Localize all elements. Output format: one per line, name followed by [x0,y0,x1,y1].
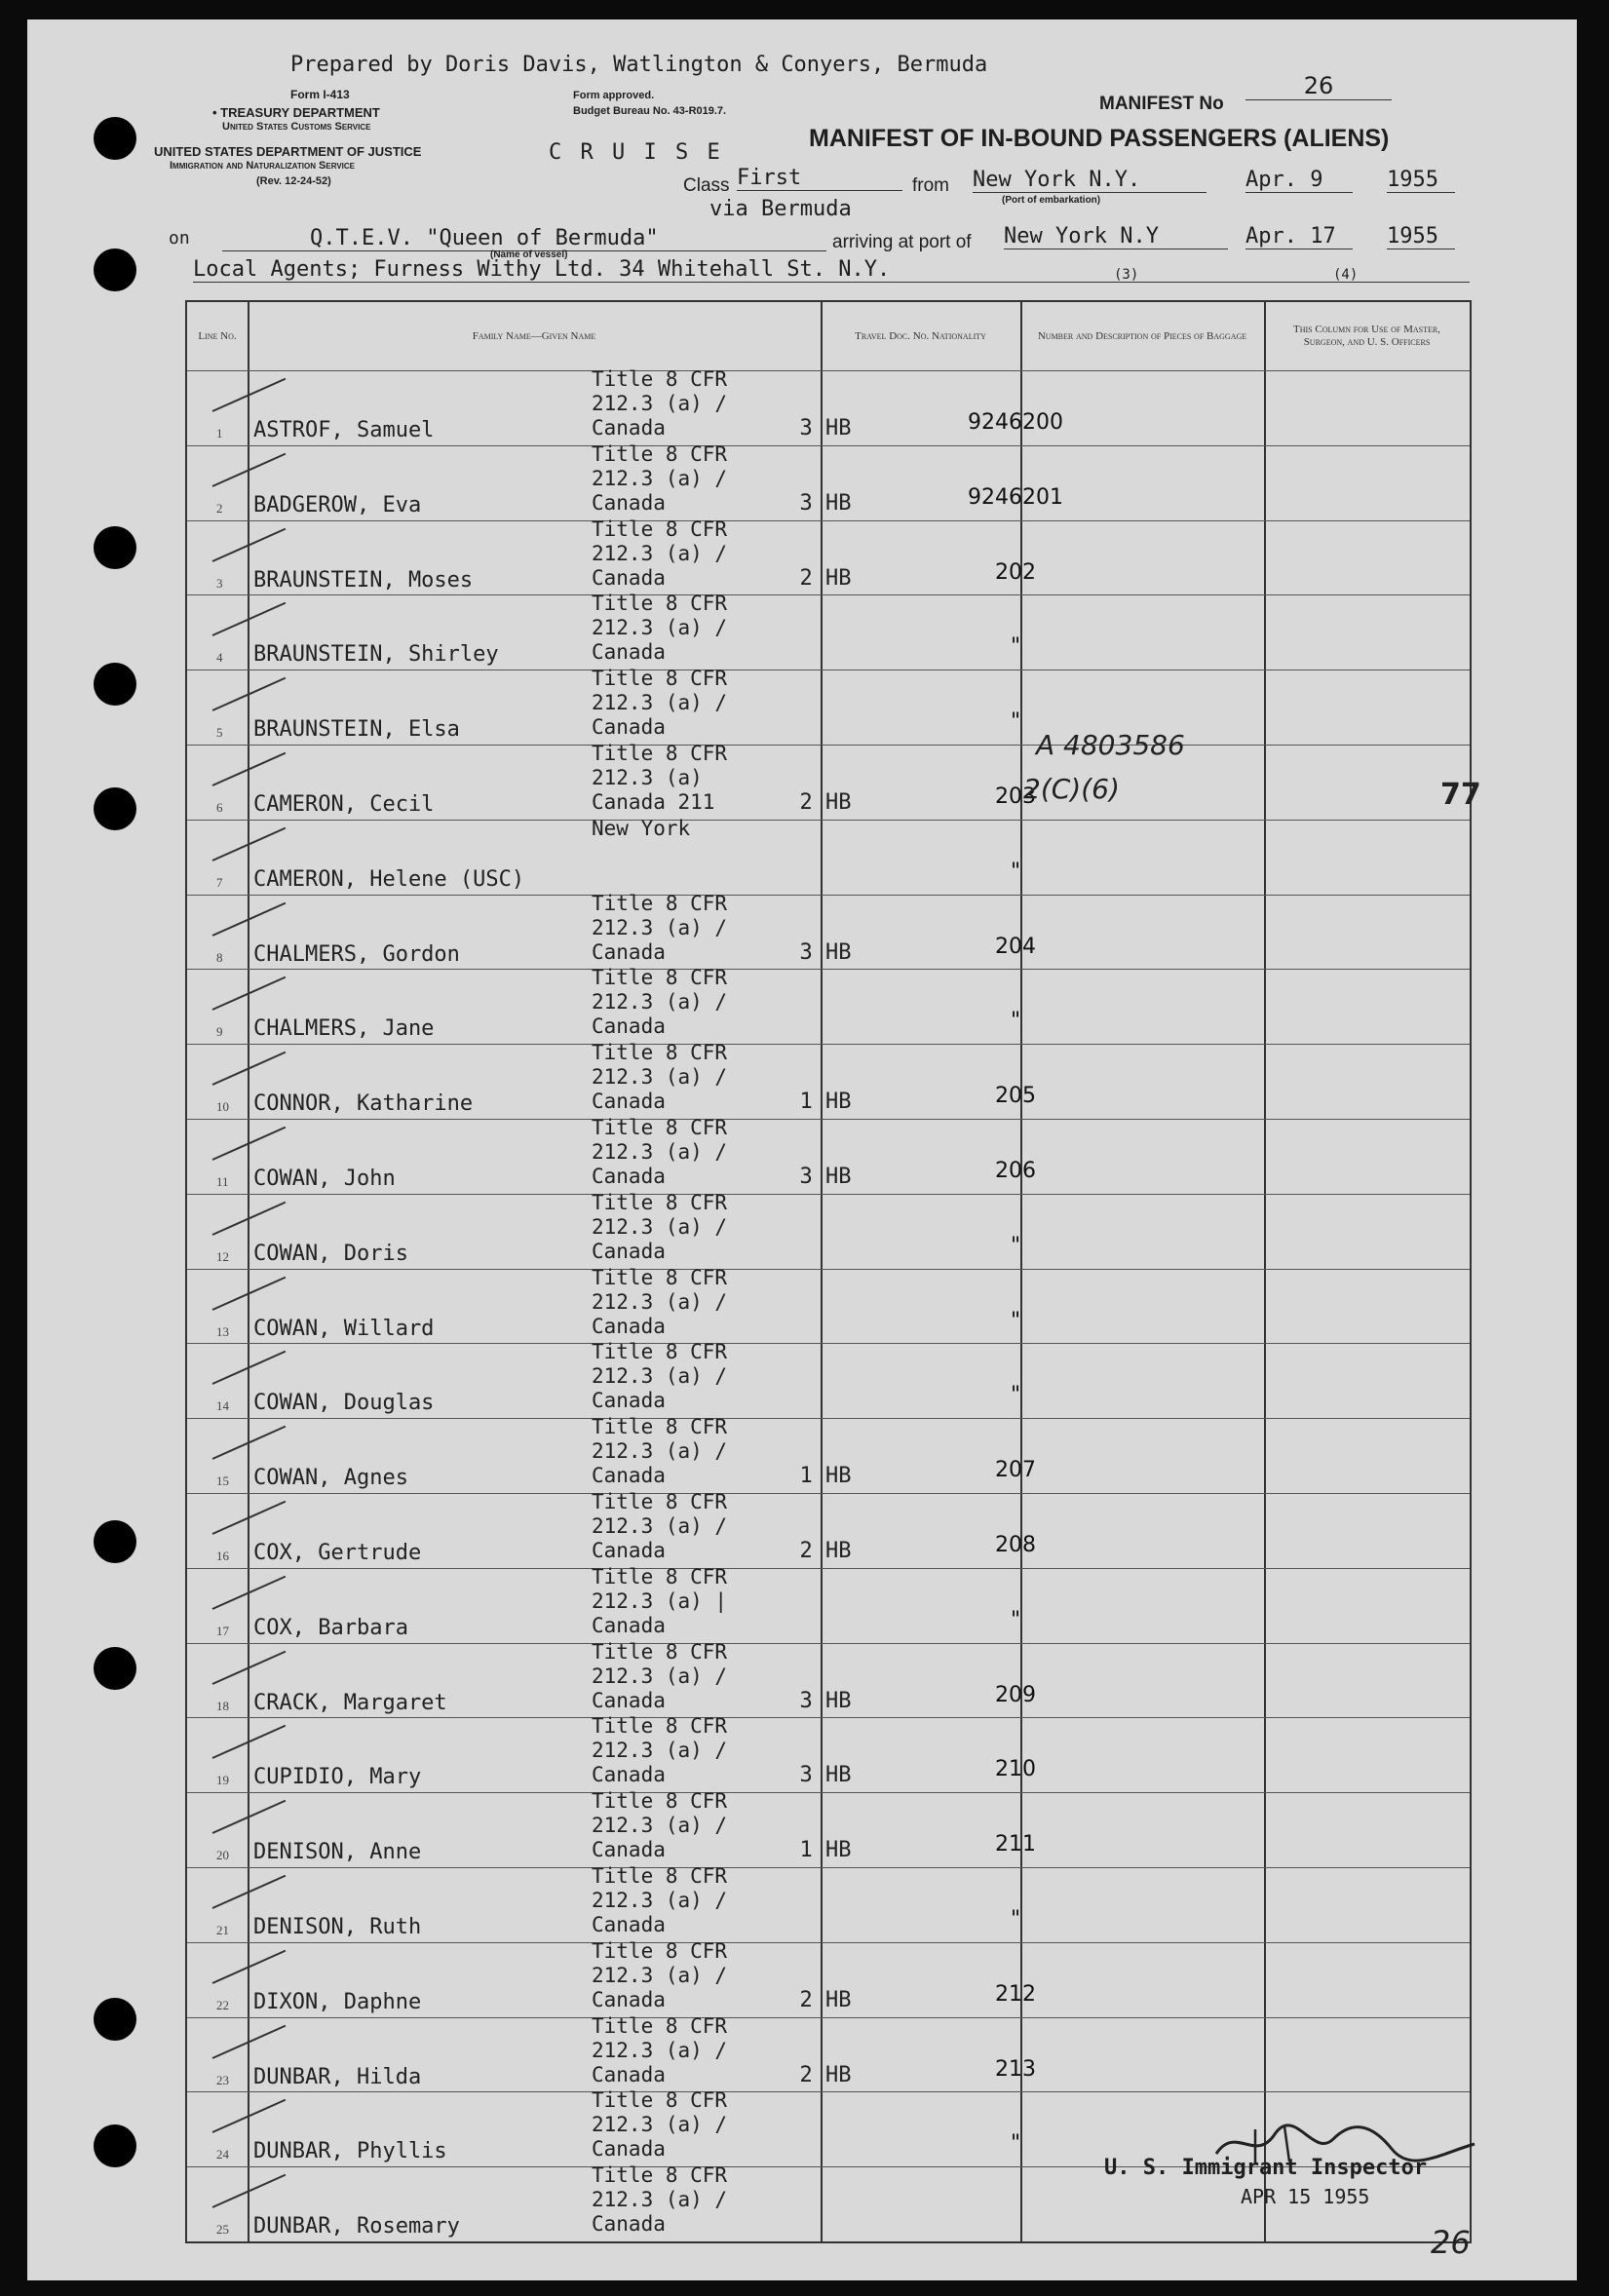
punch-hole [94,1647,136,1690]
table-row [187,517,1470,596]
travel-doc-line: Title 8 CFR [592,441,728,466]
footnote-4: (4) [1333,267,1359,283]
travel-doc-line: Title 8 CFR [592,1938,728,1963]
table-row [187,1340,1470,1419]
passenger-name: CHALMERS, Gordon [253,941,460,967]
officer-number: 204 [995,934,1036,959]
line-number: 9 [216,1024,223,1040]
travel-doc-line: Title 8 CFR [592,1190,728,1214]
passenger-name: BRAUNSTEIN, Moses [253,567,474,593]
passenger-name: DIXON, Daphne [253,1989,422,2014]
travel-doc-line: 212.3 (a) / [592,541,728,565]
form-number: Form I-413 [290,88,350,101]
passenger-name: CAMERON, Helene (USC) [253,866,525,892]
nationality: Canada [592,939,666,964]
col-header-name: Family Name—Given Name [472,329,596,342]
travel-doc [592,592,727,665]
officer-number: " [1010,1607,1021,1632]
travel-doc [592,1490,727,1563]
passenger-name: DUNBAR, Hilda [253,2064,422,2089]
officer-number: 213 [995,2056,1036,2082]
travel-doc-line: 212.3 (a) / [592,1664,728,1688]
nationality: Canada [592,1014,666,1039]
passenger-name: COWAN, John [253,1167,396,1191]
line-number: 19 [216,1773,229,1788]
line-number: 14 [216,1398,229,1414]
preparer-line: Prepared by Doris Davis, Watlington & Conyers, Bermuda [290,53,988,77]
travel-doc [592,1640,727,1713]
line-number: 12 [216,1248,229,1264]
passenger-name: DUNBAR, Rosemary [253,2214,460,2239]
inspection-stamp-date: APR 15 1955 [1241,2185,1370,2208]
table-row [187,1938,1470,2018]
check-mark [212,1127,287,1161]
travel-doc [592,367,727,440]
arrival-year: 1955 [1387,224,1455,249]
travel-doc [592,442,727,516]
travel-doc [592,1116,727,1189]
nationality: Canada [592,2137,666,2162]
check-mark [212,1351,287,1385]
nationality: Canada [592,1539,666,1562]
officer-number: " [1010,1383,1021,1408]
travel-doc [592,742,727,815]
line-number: 3 [216,575,223,591]
passenger-name: CAMERON, Cecil [253,792,435,817]
class-value: First [737,166,902,191]
cruise-label: C R U I S E [549,140,723,165]
nationality: Canada [592,1688,666,1712]
travel-doc-line: 212.3 (a) / [592,2113,728,2137]
nationality: Canada [592,1239,666,1263]
check-mark [212,1650,287,1684]
travel-doc [592,1415,727,1488]
travel-doc-line: Title 8 CFR [592,1041,728,1065]
officer-number: " [1010,1308,1021,1333]
table-row [187,816,1470,896]
officer-number: " [1010,634,1021,660]
nationality: Canada [592,490,666,515]
travel-doc-line: 212.3 (a) / [592,1364,728,1389]
page-number: 26 [1431,2224,1471,2261]
travel-doc [592,1340,727,1413]
table-row [187,594,1470,670]
travel-doc [592,1789,727,1862]
departure-year: 1955 [1387,168,1455,193]
nationality: Canada [592,1464,666,1488]
table-row [187,367,1470,446]
travel-doc-line: Title 8 CFR [592,891,728,915]
travel-doc-line: Title 8 CFR [592,667,728,691]
table-row [187,441,1470,521]
passenger-name: CONNOR, Katharine [253,1091,474,1117]
travel-doc-line: 212.3 (a) / [592,392,728,415]
travel-doc-line: 212.3 (a) / [592,1439,728,1464]
travel-doc-line: Title 8 CFR [592,517,728,541]
line-number: 11 [216,1174,229,1189]
travel-doc [592,892,727,965]
punch-hole [94,663,136,706]
col-header-line: Line No. [198,329,237,342]
check-mark [212,2099,287,2133]
check-mark [212,453,287,487]
departure-date: Apr. 9 [1245,168,1353,193]
vessel-name: Q.T.E.V. "Queen of Bermuda" [222,226,826,251]
nationality: Canada [592,1090,666,1114]
table-row [187,2013,1470,2093]
nationality: Canada [592,1763,666,1787]
nationality: Canada [592,715,666,740]
passenger-name: COWAN, Doris [253,1241,408,1266]
baggage-count: 3 HB [799,939,852,965]
arrival-date: Apr. 17 [1245,224,1353,249]
line-number: 18 [216,1698,229,1713]
arriving-label: arriving at port of [832,232,972,252]
check-mark [212,901,287,936]
nationality: Canada [592,2062,666,2086]
travel-doc-line: 212.3 (a) / [592,1963,728,1987]
officer-number: 210 [995,1757,1036,1782]
passenger-name: COX, Gertrude [253,1541,422,1565]
officer-number: " [1010,2131,1021,2157]
officer-number: 9246201 [968,484,1063,510]
check-mark [212,1276,287,1310]
travel-doc-line: 212.3 (a) / [592,2038,728,2062]
table-row [187,1789,1470,1868]
col-header-doc: Travel Doc. No. Nationality [855,329,986,342]
travel-doc-line: 212.3 (a) / [592,1739,728,1763]
ins-service: Immigration and Naturalization Service [170,160,356,172]
nationality: Canada [592,640,666,665]
table-row [187,1864,1470,1943]
check-mark [212,527,287,561]
line-number: 17 [216,1623,229,1638]
line-number: 8 [216,949,223,965]
manifest-page [27,19,1577,2280]
nationality: Canada [592,1165,666,1188]
revision: (Rev. 12-24-52) [256,175,331,187]
from-label: from [912,175,949,196]
officer-number: " [1010,1907,1021,1932]
line-number: 16 [216,1549,229,1563]
check-mark [212,602,287,636]
table-row [187,1639,1470,1719]
officer-number: " [1010,709,1021,735]
travel-doc-line: Title 8 CFR [592,1265,728,1289]
baggage-count: 3 HB [799,1165,852,1189]
passenger-name: COWAN, Agnes [253,1466,408,1491]
form-approved: Form approved. [573,90,655,101]
baggage-count: 2 HB [799,2062,852,2087]
local-agents: Local Agents; Furness Withy Ltd. 34 Whitehall St. N.Y. [193,257,1470,283]
travel-doc-line: 212.3 (a) / [592,915,728,939]
travel-doc-line: Title 8 CFR [592,2088,728,2113]
line-number: 23 [216,2072,229,2087]
check-mark [212,752,287,786]
officer-number: 206 [995,1159,1036,1183]
travel-doc-line: 212.3 (a) / [592,1514,728,1538]
nationality: Canada [592,1913,666,1936]
budget-bureau: Budget Bureau No. 43-R019.7. [573,105,727,117]
table-row [187,1415,1470,1494]
line-number: 13 [216,1323,229,1339]
travel-doc [592,2014,727,2087]
table-row [187,1190,1470,1270]
line-number: 1 [216,426,223,440]
check-mark [212,1052,287,1086]
travel-doc-line: Title 8 CFR [592,966,728,990]
travel-doc [592,1041,727,1114]
punch-hole [94,787,136,830]
travel-doc [592,667,727,740]
baggage-count: 3 HB [799,416,852,440]
nationality: Canada [592,1389,666,1413]
officer-number: 212 [995,1981,1036,2007]
check-mark [212,2024,287,2058]
baggage-count: 1 HB [799,1090,852,1115]
officer-number: " [1010,859,1021,884]
travel-doc-line: Title 8 CFR [592,2163,728,2188]
check-mark [212,1202,287,1236]
officer-number: " [1010,1009,1021,1034]
passenger-name: COX, Barbara [253,1615,408,1640]
on-label: on [169,228,190,249]
check-mark [212,1950,287,1984]
check-mark [212,378,287,412]
travel-doc-line: Title 8 CFR [592,367,728,391]
travel-doc-line: Title 8 CFR [592,1340,728,1364]
officer-number: 211 [995,1832,1036,1857]
baggage-count: 3 HB [799,1688,852,1713]
side-mark: 77 [1440,778,1481,812]
via-route: via Bermuda [709,197,852,221]
travel-doc-line: 212.3 (a) [592,766,703,789]
inspector-signature [1197,2115,1489,2173]
officer-number: 205 [995,1084,1036,1109]
punch-hole [94,526,136,569]
travel-doc [592,1864,727,1937]
baggage-count: 2 HB [799,565,852,591]
passenger-name: ASTROF, Samuel [253,418,435,442]
baggage-count: 3 HB [799,490,852,516]
travel-doc-line: 212.3 (a) / [592,1214,728,1239]
travel-doc-line: 212.3 (a) / [592,691,728,715]
travel-doc-line: 212.3 (a) / [592,1289,728,1314]
table-row [187,1116,1470,1195]
check-mark [212,2174,287,2208]
travel-doc [592,1565,727,1638]
passenger-name: BADGEROW, Eva [253,492,422,517]
baggage-count: 1 HB [799,1464,852,1489]
travel-doc-line: 212.3 (a) / [592,1065,728,1090]
table-row [187,1490,1470,1569]
line-number: 22 [216,1997,229,2012]
line-number: 4 [216,650,223,666]
manifest-title: MANIFEST OF IN-BOUND PASSENGERS (ALIENS) [809,125,1390,152]
nationality: New York [592,816,691,840]
line-number: 7 [216,874,223,890]
port-caption: (Port of embarkation) [1002,195,1101,206]
check-mark [212,1576,287,1610]
travel-doc-line: Title 8 CFR [592,1789,728,1814]
line-number: 6 [216,800,223,815]
travel-doc-line: 212.3 (a) | [592,1588,728,1613]
check-mark [212,1875,287,1909]
travel-doc-line: 212.3 (a) / [592,1140,728,1164]
travel-doc-line: Title 8 CFR [592,1864,728,1888]
officer-number: 208 [995,1533,1036,1557]
travel-doc [592,1266,727,1339]
table-row [187,742,1470,821]
table-row [187,891,1470,971]
travel-doc-line: Title 8 CFR [592,592,728,616]
punch-hole [94,1520,136,1563]
customs-service: United States Customs Service [222,121,371,133]
baggage-count: 2 HB [799,1987,852,2012]
embarkation-port: New York N.Y. [973,168,1207,193]
nationality: Canada [592,1314,666,1338]
class-label: Class [683,175,730,196]
line-number: 25 [216,2222,229,2238]
line-number: 20 [216,1848,229,1863]
table-row [187,1564,1470,1644]
check-mark [212,1501,287,1535]
check-mark [212,1426,287,1460]
section-annotation: 2(C)(6) [1023,773,1120,805]
inspector-label: U. S. Immigrant Inspector [1104,2156,1428,2180]
travel-doc [592,1191,727,1264]
line-number: 15 [216,1473,229,1489]
travel-doc-line: 212.3 (a) / [592,2188,728,2212]
passenger-name: BRAUNSTEIN, Shirley [253,642,499,668]
passenger-name: DENISON, Anne [253,1840,422,1865]
travel-doc [592,1939,727,2012]
nationality: Canada [592,565,666,590]
table-row [187,667,1470,746]
manifest-number: 26 [1245,72,1392,100]
baggage-count: 2 HB [799,790,852,815]
travel-doc-line: Title 8 CFR [592,1490,728,1513]
passenger-name: DUNBAR, Phyllis [253,2139,447,2164]
travel-doc [592,2088,727,2162]
travel-doc-line: Title 8 CFR [592,1564,728,1588]
travel-doc-line: 212.3 (a) / [592,990,728,1014]
travel-doc-line: 212.3 (a) / [592,466,728,490]
table-row [187,1265,1470,1345]
nationality: Canada [592,416,666,440]
passenger-name: BRAUNSTEIN, Elsa [253,717,460,743]
travel-doc [592,817,690,841]
check-mark [212,1800,287,1834]
travel-doc [592,966,727,1039]
nationality: Canada 211 [592,790,715,814]
travel-doc-line: Title 8 CFR [592,1714,728,1739]
col-header-baggage: Number and Description of Pieces of Baggage [1037,329,1247,342]
check-mark [212,827,287,861]
travel-doc-line: 212.3 (a) / [592,1889,728,1912]
travel-doc [592,517,727,591]
nationality: Canada [592,1838,666,1862]
table-row [187,966,1470,1045]
line-number: 21 [216,1923,229,1937]
col-header-officers: This Column for Use of Master, Surgeon, and U. S. Officers [1293,324,1440,348]
officer-number: " [1010,1233,1021,1258]
travel-doc-line: Title 8 CFR [592,2013,728,2038]
punch-hole [94,249,136,291]
arrival-port: New York N.Y [1004,224,1228,249]
nationality: Canada [592,1613,666,1637]
line-number: 24 [216,2147,229,2162]
passenger-name: COWAN, Douglas [253,1391,435,1416]
justice-dept: UNITED STATES DEPARTMENT OF JUSTICE [154,144,422,159]
check-mark [212,976,287,1011]
travel-doc [592,1714,727,1787]
travel-doc-line: Title 8 CFR [592,1116,728,1139]
vessel-caption: (Name of vessel) [490,249,568,260]
table-row [187,1714,1470,1793]
check-mark [212,1725,287,1759]
passenger-name: CHALMERS, Jane [253,1016,435,1042]
punch-hole [94,1998,136,2041]
passenger-name: CUPIDIO, Mary [253,1765,422,1790]
travel-doc-line: Title 8 CFR [592,742,728,765]
travel-doc-line: 212.3 (a) / [592,1814,728,1838]
footnote-3: (3) [1114,267,1139,283]
table-row [187,1041,1470,1120]
line-number: 10 [216,1099,229,1115]
travel-doc-line: Title 8 CFR [592,1415,728,1439]
officer-number: 209 [995,1682,1036,1707]
officer-number: 203 [995,784,1036,809]
punch-hole [94,117,136,160]
travel-doc-line: Title 8 CFR [592,1639,728,1664]
treasury-dept: • TREASURY DEPARTMENT [212,105,380,120]
passenger-table [185,300,1472,2243]
alien-number-annotation: A 4803586 [1036,729,1185,761]
nationality: Canada [592,1987,666,2011]
travel-doc-line: 212.3 (a) / [592,616,728,640]
punch-hole [94,2124,136,2167]
passenger-name: CRACK, Margaret [253,1690,447,1715]
line-number: 2 [216,500,223,516]
baggage-count: 1 HB [799,1838,852,1863]
nationality: Canada [592,2212,666,2237]
officer-number: 207 [995,1458,1036,1483]
passenger-name: DENISON, Ruth [253,1915,422,1939]
manifest-label: MANIFEST No [1099,94,1224,114]
line-number: 5 [216,725,223,741]
travel-doc [592,2163,727,2237]
officer-number: 202 [995,559,1036,585]
baggage-count: 2 HB [799,1539,852,1563]
check-mark [212,677,287,711]
officer-number: 9246200 [968,410,1063,435]
baggage-count: 3 HB [799,1763,852,1788]
passenger-name: COWAN, Willard [253,1316,435,1341]
